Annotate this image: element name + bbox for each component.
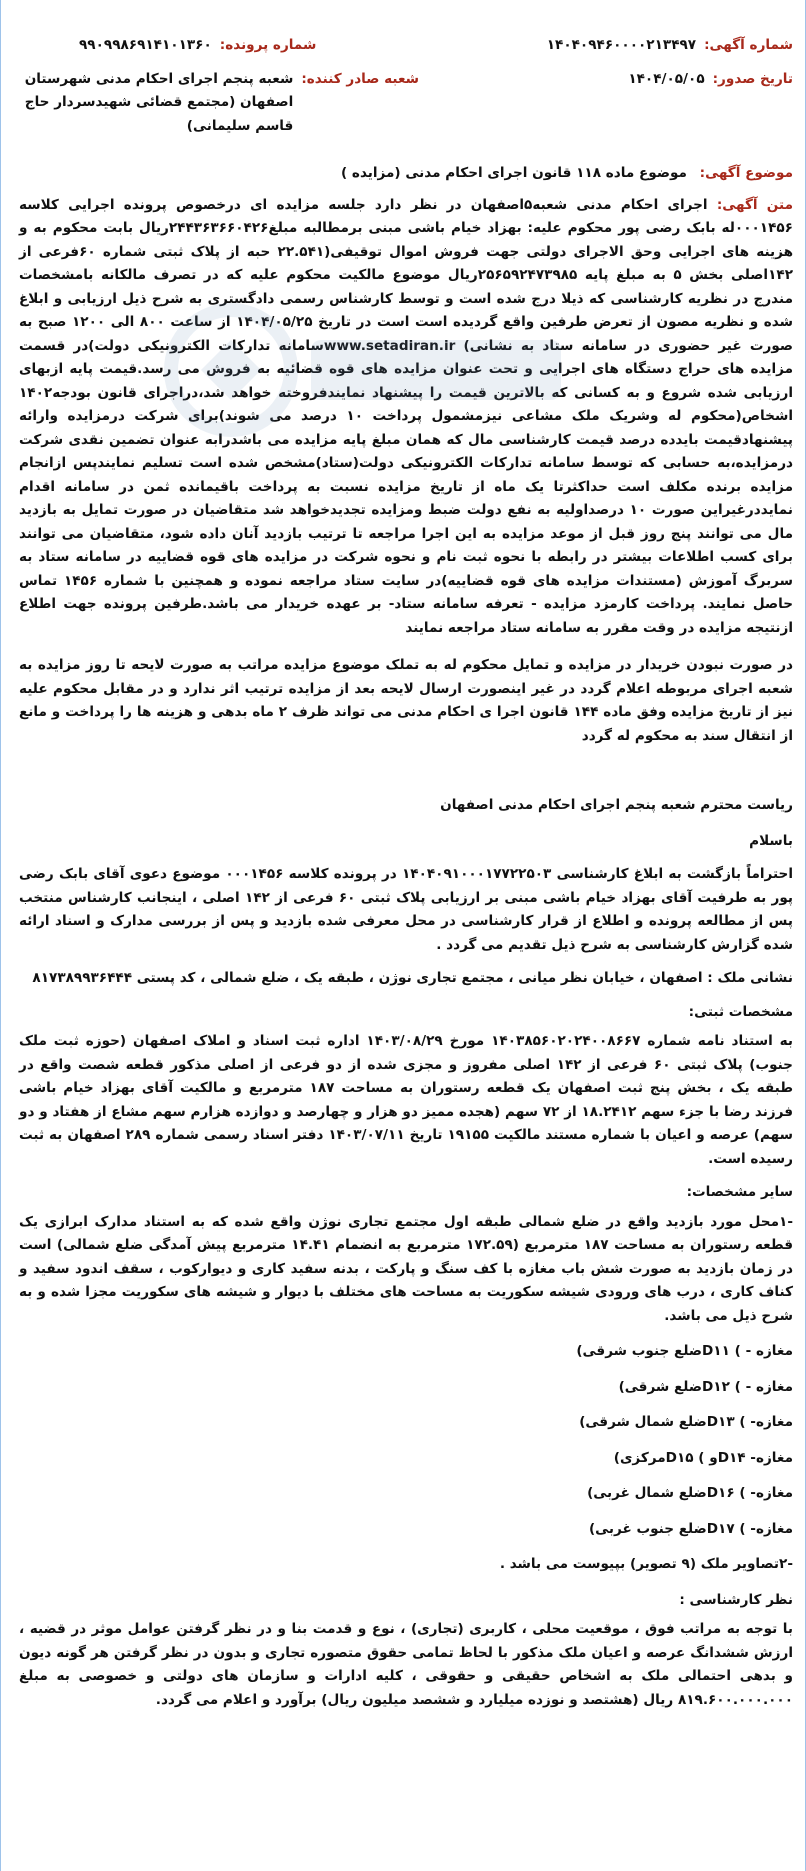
issue-date-label: تاریخ صدور:	[712, 70, 793, 87]
expert-opinion-text: با توجه به مراتب فوق ، موقعیت محلی ، کاربری (تجاری) ، نوع و قدمت بنا و در نظر گرفتن عوامل موثر در قضیه ، ارزش ششدانگ عرصه و اعیان ملک مذکور با لحاظ تمامی حقوق متصوره تجاری و بدون در نظر گرفتن هر گونه دیون و بدهی احتمالی ملک به اشخاص حقیقی و حقوقی ، کلیه ادارات و سازمان های دولتی و خصوصی به مبلغ ۸۱۹.۶۰۰.۰۰۰.۰۰۰ ریال (هشتصد و نوزده میلیارد و ششصد میلیون ریال) برآورد و اعلام می گردد.	[19, 1621, 793, 1708]
body-label: متن آگهی:	[716, 196, 793, 213]
ad-number-value: ۱۴۰۴۰۹۴۶۰۰۰۰۲۱۳۴۹۷	[546, 37, 697, 53]
shop-item: مغازه- ) D۱۶ضلع شمال غربی)	[587, 1485, 793, 1501]
other-specs-heading: سایر مشخصات:	[686, 1184, 793, 1200]
shops-list	[19, 1340, 793, 1541]
property-address: نشانی ملک : اصفهان ، خیابان نظر میانی ، مجتمع تجاری نوژن ، طبقه یک ، ضلع شمالی ، کد پستی ۸۱۷۳۸۹۹۳۶۴۴۴	[32, 970, 793, 986]
header-row-2	[19, 68, 793, 139]
ad-body-para-2: در صورت نبودن خریدار در مزایده و تمایل محکوم له به تملک موضوع مزایده مراتب به صورت لایحه تا روز مزایده به شعبه اجرای مربوطه اعلام گردد در غیر اینصورت ارسال لایحه بعد از مزایده ترتیب اثر ندارد و در مقابل محکوم علیه نیز از تاریخ مزایده وفق ماده ۱۴۴ قانون اجرا ی احکام مدنی می تواند ظرف ۲ ماه بدهی و هزینه ها را پرداخت و مانع از انتقال سند به محکوم له گردد	[19, 657, 793, 744]
subject-value: موضوع ماده ۱۱۸ قانون اجرای احکام مدنی (مزایده )	[340, 165, 687, 181]
shop-item: مغازه - ) D۱۲ضلع شرقی)	[618, 1378, 793, 1395]
issuer-label: شعبه صادر کننده:	[301, 70, 419, 87]
other-specs-text: -۱محل مورد بازدید واقع در ضلع شمالی طبقه اول مجتمع تجاری نوژن واقع شده که به استناد مدارک ابرازی یک قطعه رستوران به مساحت ۱۸۷ مترمربع (۱۷۲.۵۹ مترمربع به انضمام ۱۴.۴۱ مترمربع پیش آمدگی ضلع شمالی) است در زمان بازدید به صورت شش باب مغازه با کف سنگ و پارکت ، بدنه سفید کاری و دیوارکوب ، سقف اندود سفید و کناف کاری ، درب های ورودی شیشه سکوریت به مساحت های مختلف با دیوار و شیشه های سکوریت مجزا شده و به شرح ذیل می باشد.	[19, 1213, 793, 1324]
section-gap	[19, 756, 793, 794]
ad-number-label: شماره آگهی:	[704, 37, 793, 53]
shop-item: مغازه- ) D۱۳ضلع شمال شرقی)	[579, 1414, 793, 1430]
shop-item: مغازه - ) D۱۱ضلع جنوب شرقی)	[576, 1343, 793, 1359]
images-note: -۲تصاویر ملک (۹ تصویر) بپیوست می باشد .	[499, 1556, 793, 1572]
report-intro: احتراماً بازگشت به ابلاغ کارشناسی ۱۴۰۴۰۹۱۰۰۰۱۷۷۲۲۵۰۳ در پرونده کلاسه ۰۰۰۱۴۵۶ موضوع دعوی آقای بابک رضی پور به طرفیت آقای بهزاد خیام باشی مبنی بر ارزیابی پلاک ثبتی ۶۰ فرعی از ۱۴۲ اصلی ، اینجانب کارشناس منتخب پس از مطالعه پرونده و اطلاع از قرار کارشناسی در محل معرفی شده بازدید و پس از بررسی مدارک و اسناد ارائه شده گزارش کارشناسی به شرح ذیل تقدیم می گردد .	[19, 866, 794, 953]
expert-opinion-heading: نظر کارشناسی :	[679, 1591, 793, 1608]
report-recipient: ریاست محترم شعبه پنجم اجرای احکام مدنی اصفهان	[440, 797, 793, 813]
subject-label: موضوع آگهی:	[699, 165, 793, 181]
issuer	[19, 68, 419, 139]
report-greeting: باسلام	[749, 832, 793, 849]
ad-document	[1, 0, 805, 1712]
issue-date-value: ۱۴۰۴/۰۵/۰۵	[628, 70, 705, 87]
ad-number	[547, 34, 793, 58]
issue-date	[628, 68, 793, 92]
registration-heading: مشخصات ثبتی:	[688, 1003, 793, 1020]
case-number	[79, 34, 316, 58]
ad-body-para-1	[19, 194, 793, 641]
case-number-label: شماره پرونده:	[219, 37, 317, 53]
ad-body	[19, 194, 793, 749]
header-row-1	[19, 34, 793, 58]
registration-text: به استناد نامه شماره ۱۴۰۳۸۵۶۰۲۰۲۴۰۰۸۶۶۷ مورخ ۱۴۰۳/۰۸/۲۹ اداره ثبت اسناد و املاک اصفهان (حوزه ثبت ملک جنوب) پلاک ثبتی ۶۰ فرعی از ۱۴۲ اصلی مفروز و مجزی شده از دو فرعی از اصلی مذکور قطعه شصت واقع در طبقه یک ، بخش پنج ثبت اصفهان یک قطعه رستوران به مساحت ۱۸۷ مترمربع و مالکیت آقای بهزاد خیام باشی فرزند رضا با جزء سهم ۱۸.۲۴۱۲ از ۷۲ سهم (هجده ممیز دو هزار و چهارصد و دوازده هزارم سهم مشاع از هفتاد و دو سهم) عرصه و اعیان با شماره مستند مالکیت ۱۹۱۵۵ تاریخ ۱۴۰۳/۰۷/۱۱ دفتر اسناد رسمی شماره ۲۸۹ اصفهان به ثبت رسیده است.	[19, 1033, 794, 1167]
ad-body-text-1: اجرای احکام مدنی شعبه۵اصفهان در نظر دارد جلسه مزایده ای درخصوص پرونده اجرایی کلاسه ۰۰۰۱۴۵۶له بابک رضی پور محکوم علیه: بهزاد خیام باشی مبنی برمطالبه مبلغ۲۴۴۳۶۳۶۶۰۴۲۶ریال بابت محکوم به و هزینه های اجرایی وحق الاجرای دولتی جهت فروش اموال توقیفی(۲۲.۵۴۱ حبه از پلاک ثبتی شماره ۶۰فرعی از ۱۴۲اصلی بخش ۵ به مبلغ پایه ۲۵۶۵۹۲۴۷۳۹۸۵ریال موضوع مالکیت محکوم علیه که در تصرف مالکانه بامشخصات مندرج در نظریه کارشناسی که ذیلا درج شده است و توسط کارشناس رسمی دادگستری به شرح ذیل ارزیابی و ابلاغ شده و نظریه مصون از تعرض طرفین واقع گردیده است است در تاریخ ۱۴۰۴/۰۵/۲۵ از ساعت ۸۰۰ الی ۱۲۰۰ صبح به صورت غیر حضوری در سامانه ستاد به نشانی) www.setadiran.irسامانه تدارکات الکترونیکی دولت)در قسمت مزایده های حراج دستگاه های اجرایی و تحت عنوان مزایده های قوه قضائیه به فروش می رسد.قیمت پایه ازبهای ارزیابی شده شروع و به کسانی که بالاترین قیمت را پیشنهاد نمایندفروخته خواهد شد،دراجرای قانون بودجه۱۴۰۲ اشخاص(محکوم له وشریک ملک مشاعی نیزمشمول پرداخت ۱۰ درصد می شوند)برای شرکت درمزایده وارائه پیشنهادقیمت بایدده درصد قیمت کارشناسی مال که همان مبلغ پایه مزایده می باشدرابه عنوان تضمین نقدی شرکت درمزایده،به حسابی که توسط سامانه تدارکات الکترونیکی دولت(ستاد)مشخص شده است تسلیم نمایندپس ازانجام مزایده برنده مکلف است حداکثرتا یک ماه از تاریخ مزایده نسبت به پرداخت باقیمانده ثمن در سامانه اقدام نمایددرغیراین صورت ۱۰ درصداولیه به نفع دولت ضبط ومزایده تجدیدخواهد شد متقاضیان در صورت تمایل به بازدید مال می توانند پنج روز قبل از موعد مزایده به این اجرا مراجعه تا ترتیب بازدید آنان داده شود، متقاضیان می توانند برای کسب اطلاعات بیشتر در رابطه با نحوه ثبت نام و نحوه شرکت در مزایده های قوه قضاییه در سامانه ستاد به سربرگ آموزش (مستندات مزایده های قوه قضاییه)در سایت ستاد مراجعه نموده و همچنین با شماره ۱۴۵۶ تماس حاصل نمایند. پرداخت کارمزد مزایده - تعرفه سامانه ستاد- بر عهده خریدار می باشد.طرفین پرونده جهت اطلاع ازنتیجه مزایده در وقت مقرر به سامانه ستاد مراجعه نمایند	[19, 196, 794, 636]
shop-item: مغازه- ) D۱۷ضلع جنوب غربی)	[588, 1520, 793, 1537]
subject-line	[19, 162, 793, 186]
case-number-value: ۹۹۰۹۹۸۶۹۱۴۱۰۱۳۶۰	[79, 37, 212, 53]
shop-item: مغازه- D۱۴و ) D۱۵مرکزی)	[613, 1449, 793, 1466]
issuer-value: شعبه پنجم اجرای احکام مدنی شهرستان اصفهان (مجتمع قضائی شهیدسردار حاج قاسم سلیمانی)	[24, 70, 294, 134]
